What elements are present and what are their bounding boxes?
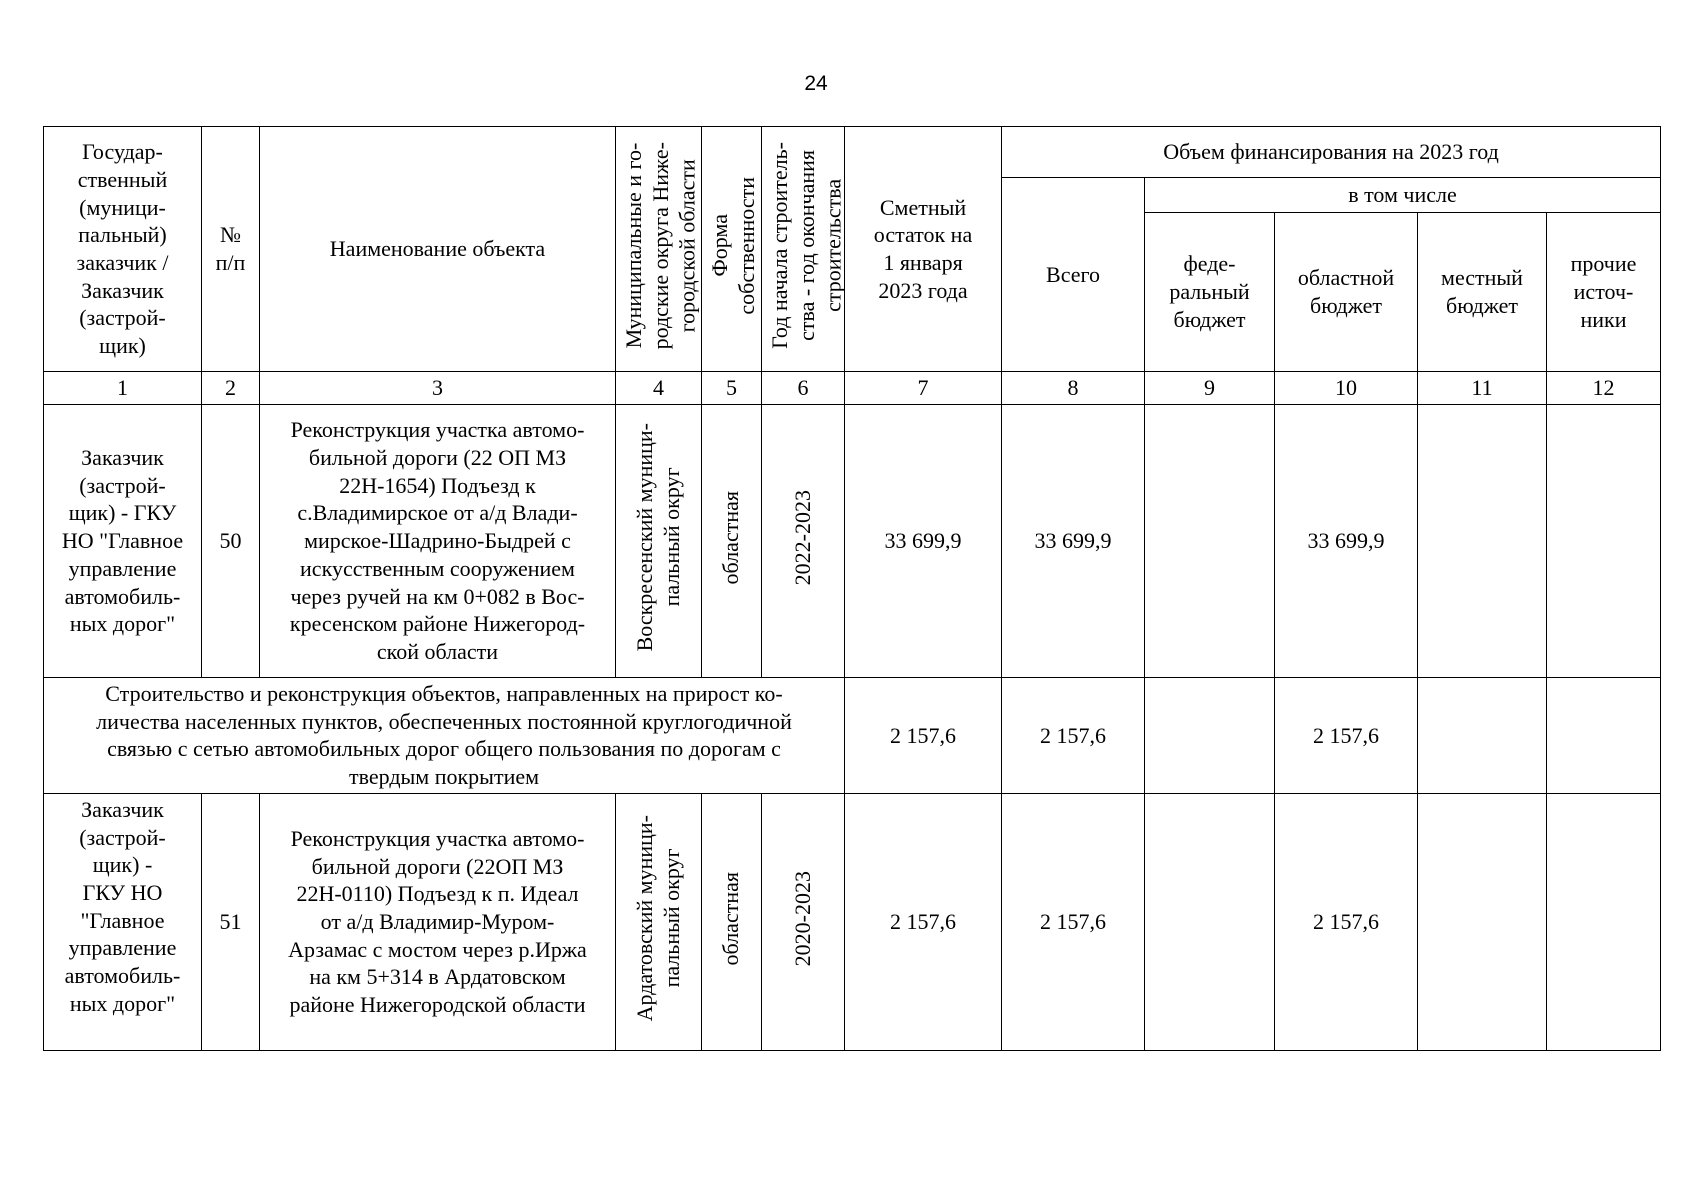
section-local [1418,678,1547,794]
column-number: 6 [762,372,845,405]
row-total: 2 157,6 [1002,793,1145,1050]
header-financing-title: Объем финансирования на 2023 год [1002,127,1661,178]
column-number: 9 [1145,372,1275,405]
column-number: 1 [44,372,202,405]
row-regional: 33 699,9 [1275,405,1418,678]
page-number: 24 [804,72,828,95]
column-number: 2 [202,372,260,405]
row-other [1547,405,1661,678]
column-number: 12 [1547,372,1661,405]
row-estimate-balance: 33 699,9 [845,405,1002,678]
section-regional: 2 157,6 [1275,678,1418,794]
header-years: Год начала строитель- ства - год окончания строительства [767,142,846,350]
header-number: № п/п [202,127,260,372]
table-row [44,793,1661,1050]
section-estimate-balance: 2 157,6 [845,678,1002,794]
column-number: 10 [1275,372,1418,405]
header-federal: феде- ральный бюджет [1145,213,1275,372]
row-regional: 2 157,6 [1275,793,1418,1050]
row-years-cell [762,405,845,678]
section-total: 2 157,6 [1002,678,1145,794]
header-row [44,127,1661,178]
column-number: 11 [1418,372,1547,405]
row-municipality-cell [616,405,702,678]
row-years: 2020-2023 [789,870,815,967]
row-ownership-cell [702,405,762,678]
row-ownership-cell [702,793,762,1050]
row-local [1418,405,1547,678]
header-local: местный бюджет [1418,213,1547,372]
header-other: прочие источ- ники [1547,213,1661,372]
header-ownership-cell [702,127,762,372]
header-including: в том числе [1145,178,1661,213]
column-number: 4 [616,372,702,405]
header-total: Всего [1002,178,1145,372]
section-other [1547,678,1661,794]
financing-table [43,126,1661,1051]
row-municipality: Воскресенский муници- пальный округ [631,423,684,652]
row-number: 50 [202,405,260,678]
section-federal [1145,678,1275,794]
header-years-cell [762,127,845,372]
header-municipality-cell [616,127,702,372]
table-row [44,405,1661,678]
section-title: Строительство и реконструкция объектов, направленных на прирост ко- личества населенных пунктов, обеспеченных постоянной круглогодичной связью с сетью автомобильных дорог общего пользования по дорогам с твердым покрытием [44,678,845,794]
header-regional: областной бюджет [1275,213,1418,372]
row-total: 33 699,9 [1002,405,1145,678]
column-number: 8 [1002,372,1145,405]
column-number: 3 [260,372,616,405]
row-object-name: Реконструкция участка автомо- бильной дороги (22ОП МЗ 22Н-0110) Подъезд к п. Идеал от а/д Владимир-Муром- Арзамас с мостом через р.Иржа на км 5+314 в Ардатовском районе Нижегородской области [260,793,616,1050]
row-years-cell [762,793,845,1050]
row-local [1418,793,1547,1050]
row-federal [1145,793,1275,1050]
header-estimate-balance: Сметный остаток на 1 января 2023 года [845,127,1002,372]
column-number: 5 [702,372,762,405]
header-object-name: Наименование объекта [260,127,616,372]
column-number-row [44,372,1661,405]
row-customer: Заказчик (застрой- щик) - ГКУ НО "Главное управление автомобиль- ных дорог" [44,405,202,678]
row-customer: Заказчик (застрой- щик) - ГКУ НО "Главное управление автомобиль- ных дорог" [44,793,202,1050]
header-ownership: Форма собственности [707,176,759,315]
row-ownership: областная [718,871,744,966]
row-ownership: областная [718,490,744,585]
header-customer: Государ- ственный (муници- пальный) заказчик / Заказчик (застрой- щик) [44,127,202,372]
row-municipality-cell [616,793,702,1050]
row-number: 51 [202,793,260,1050]
row-other [1547,793,1661,1050]
row-federal [1145,405,1275,678]
section-row [44,678,1661,794]
row-years: 2022-2023 [789,489,815,586]
row-object-name: Реконструкция участка автомо- бильной дороги (22 ОП МЗ 22Н-1654) Подъезд к с.Владимирское от а/д Влади- мирское-Шадрино-Быдрей с искусственным сооружением через ручей на км 0+082 в Вос- кресенском районе Нижегород- ской области [260,405,616,678]
row-municipality: Ардатовский муници- пальный округ [631,815,684,1022]
row-estimate-balance: 2 157,6 [845,793,1002,1050]
column-number: 7 [845,372,1002,405]
header-municipality: Муниципальные и го- родские округа Ниже- городской области [621,141,700,350]
